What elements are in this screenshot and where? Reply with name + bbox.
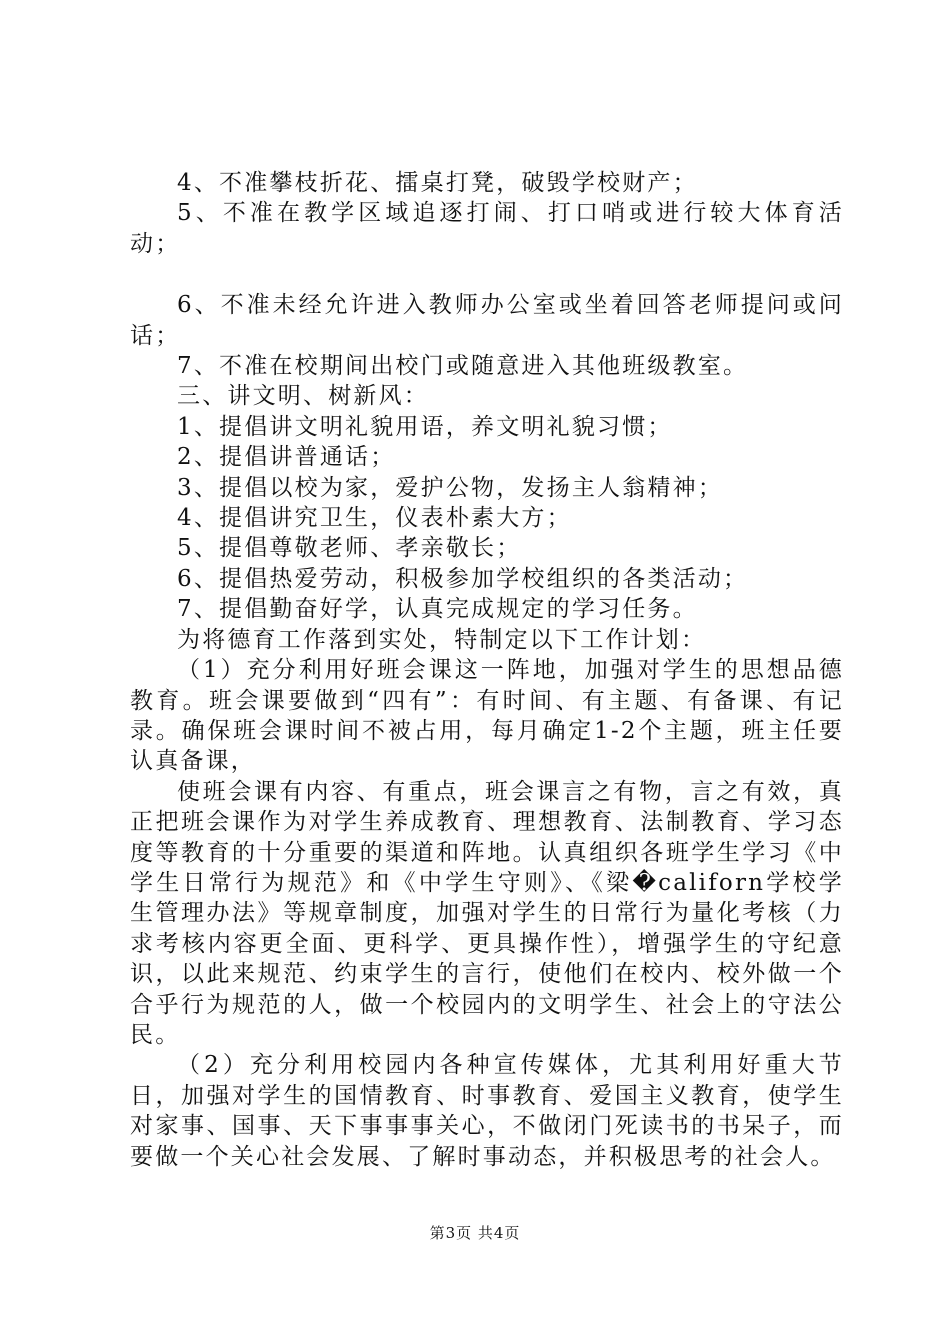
paragraph-rule-4: 4、不准攀枝折花、擂桌打凳，破毁学校财产； (177, 170, 698, 196)
document-body (130, 168, 844, 1172)
paragraph-advocate-3: 3、提倡以校为家，爱护公物，发扬主人翁精神； (177, 474, 724, 501)
paragraph-advocate-6: 6、提倡热爱劳动，积极参加学校组织的各类活动； (177, 565, 749, 592)
paragraph-advocate-7: 7、提倡勤奋好学，认真完成规定的学习任务。 (177, 596, 698, 623)
paragraph-advocate-4: 4、提倡讲究卫生，仪表朴素大方； (177, 505, 572, 532)
paragraph-rule-7: 7、不准在校期间出校门或随意进入其他班级教室。 (177, 353, 749, 380)
paragraph-advocate-1: 1、提倡讲文明礼貌用语，养文明礼貌习惯； (177, 413, 673, 440)
page-footer: 第3页 共4页 (429, 1224, 521, 1242)
paragraph-plan-1-continued: 使班会课有内容、有重点，班会课言之有物，言之有效，真正把班会课作为对学生养成教育、理想教育、法制教育、学习态度等教育的十分重要的渠道和阵地。认真组织各班学生学习《中学生日常行为规范》和《中学生守则》、《梁�californ学校学生管理办法》等规章制度，加强对学生的日常行为量化考核（力求考核内容更全面、更科学、更具操作性），增强学生的守纪意识，以此来规范、约束学生的言行，使他们在校内、校外做一个合乎行为规范的人，做一个校园内的文明学生、社会上的守法公民。 (130, 778, 844, 1048)
paragraph-plan-1: （1）充分利用好班会课这一阵地，加强对学生的思想品德教育。班会课要做到“四有”：有时间、有主题、有备课、有记录。确保班会课时间不被占用，每月确定1-2个主题，班主任要认真备课， (130, 657, 844, 775)
paragraph-rule-5: 5、不准在教学区域追逐打闹、打口哨或进行较大体育活动； (130, 200, 844, 257)
paragraph-advocate-5: 5、提倡尊敬老师、孝亲敬长； (177, 535, 522, 562)
paragraph-advocate-2: 2、提倡讲普通话； (177, 444, 396, 471)
paragraph-plan-2: （2）充分利用校园内各种宣传媒体，尤其利用好重大节日，加强对学生的国情教育、时事教育、爱国主义教育，使学生对家事、国事、天下事事事关心，不做闭门死读书的书呆子，而要做一个关心社会发展、了解时事动态，并积极思考的社会人。 (130, 1052, 844, 1170)
paragraph-rule-6: 6、不准未经允许进入教师办公室或坐着回答老师提问或问话； (130, 292, 844, 349)
section-heading-civility: 三、讲文明、树新风： (177, 383, 429, 410)
paragraph-plan-intro: 为将德育工作落到实处，特制定以下工作计划： (177, 626, 707, 653)
